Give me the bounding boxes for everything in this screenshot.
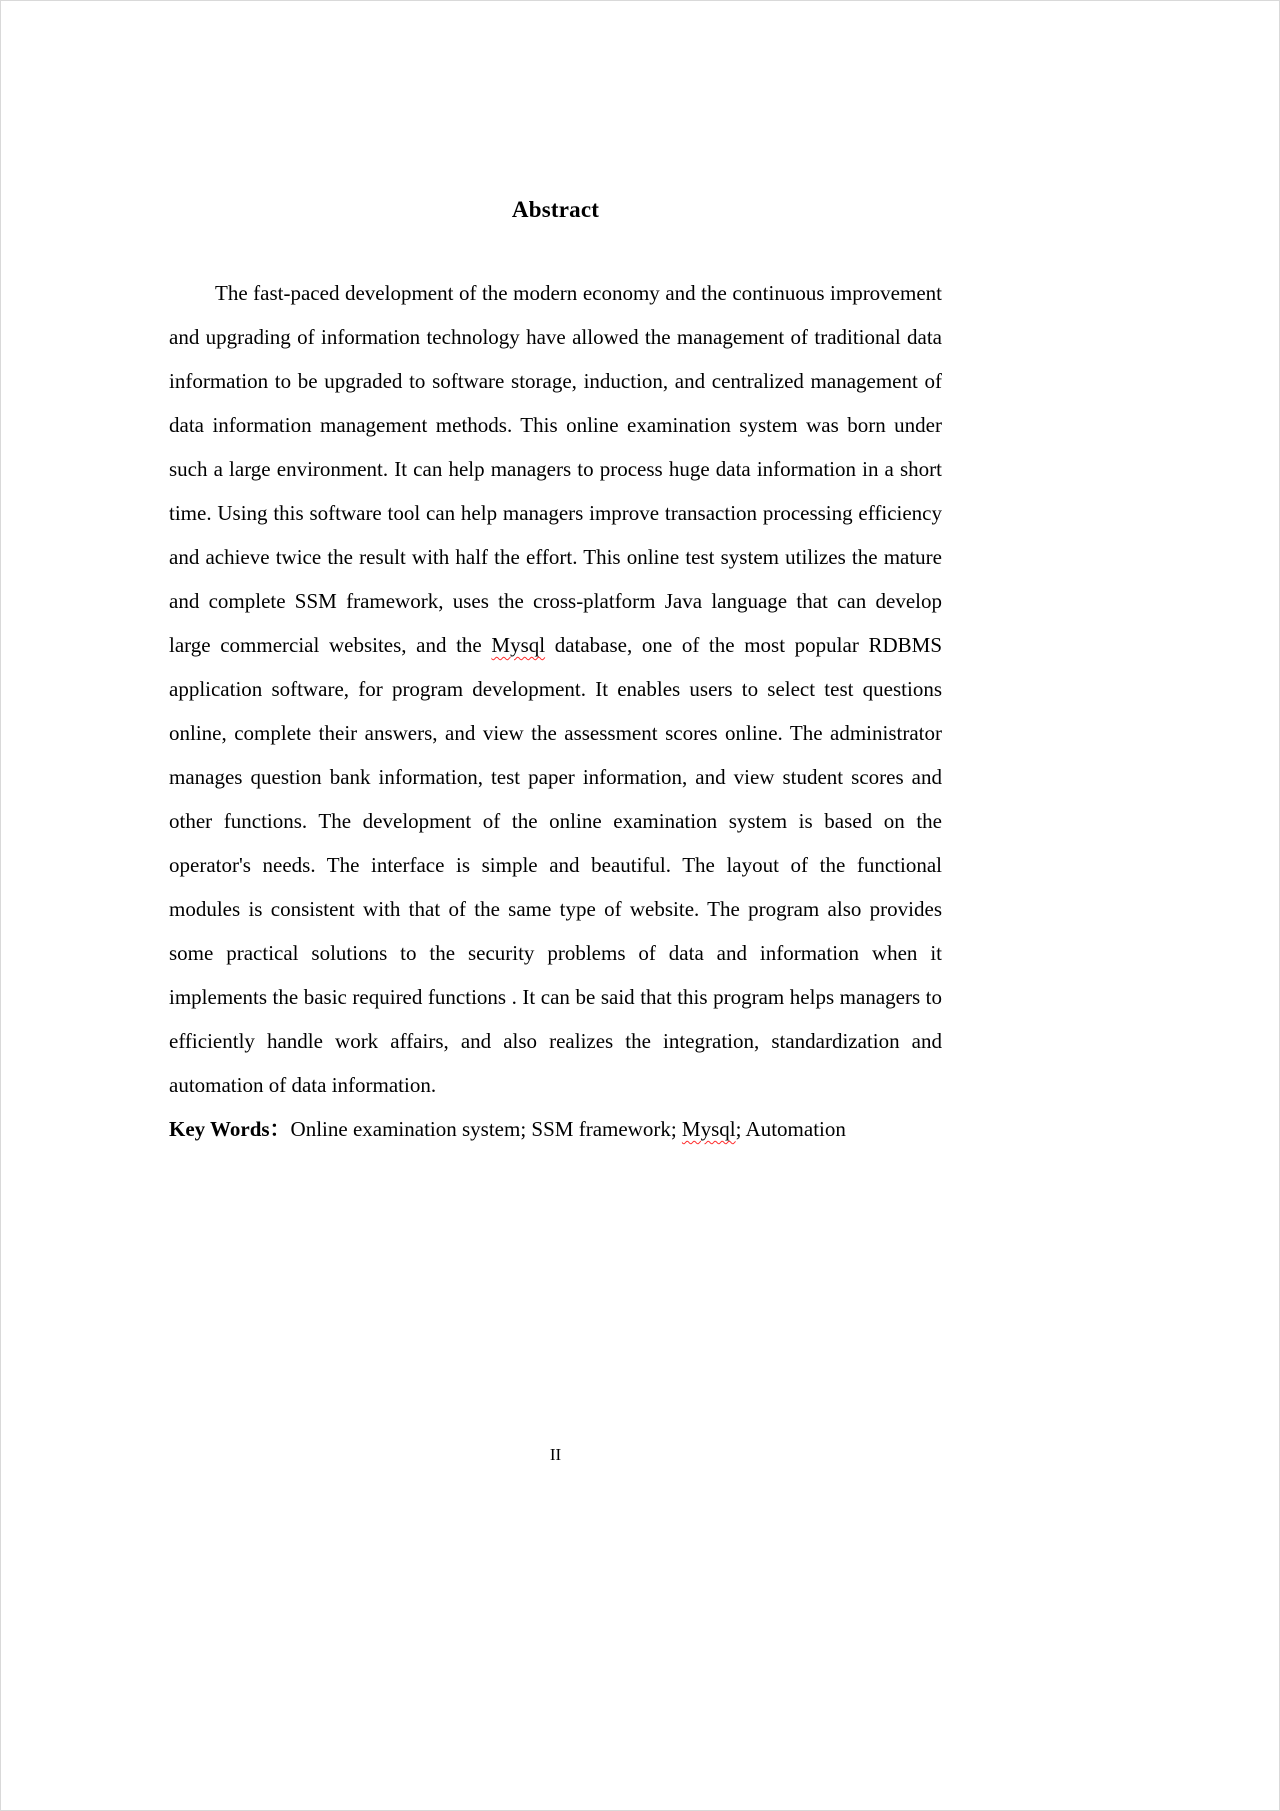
paragraph-text-segment: The fast-paced development of the modern economy and the continuous improvement and upgrading of information technology have allowed the management of traditional data information to be upgraded to software storage, induction, and centralized management of data information management methods. This online examination system was born under such a large environment. It can help managers to process huge data information in a short time. Using this software tool can help managers improve transaction processing efficiency and achieve twice the result with half the effort. This online test system utilizes the mature and complete SSM framework, uses the cross-platform Java language that can develop large commercial websites, and the (169, 281, 942, 657)
spellcheck-word-mysql: Mysql (491, 633, 546, 657)
keywords-label: Key Words： (169, 1117, 291, 1141)
keywords-text-segment: ; Automation (735, 1117, 846, 1141)
abstract-title: Abstract (511, 197, 600, 222)
paragraph-text-segment: database, one of the most popular RDBMS application software, for program development. It enables users to select test questions online, complete their answers, and view the assessment scores online. The administrator manages question bank information, test paper information, and view student scores and other functions. The development of the online examination system is based on the operator's needs. The interface is simple and beautiful. The layout of the functional modules is consistent with that of the same type of website. The program also provides some practical solutions to the security problems of data and information when it implements the basic required functions . It can be said that this program helps managers to efficiently handle work affairs, and also realizes the integration, standardization and automation of data information. (169, 633, 942, 1097)
page-number: II (549, 1445, 562, 1464)
keywords-text-segment: Online examination system; SSM framework; (290, 1117, 682, 1141)
keywords-line (169, 1107, 942, 1151)
abstract-content (169, 271, 942, 1151)
spellcheck-word-mysql: Mysql (681, 1117, 736, 1141)
abstract-paragraph (169, 271, 942, 1107)
